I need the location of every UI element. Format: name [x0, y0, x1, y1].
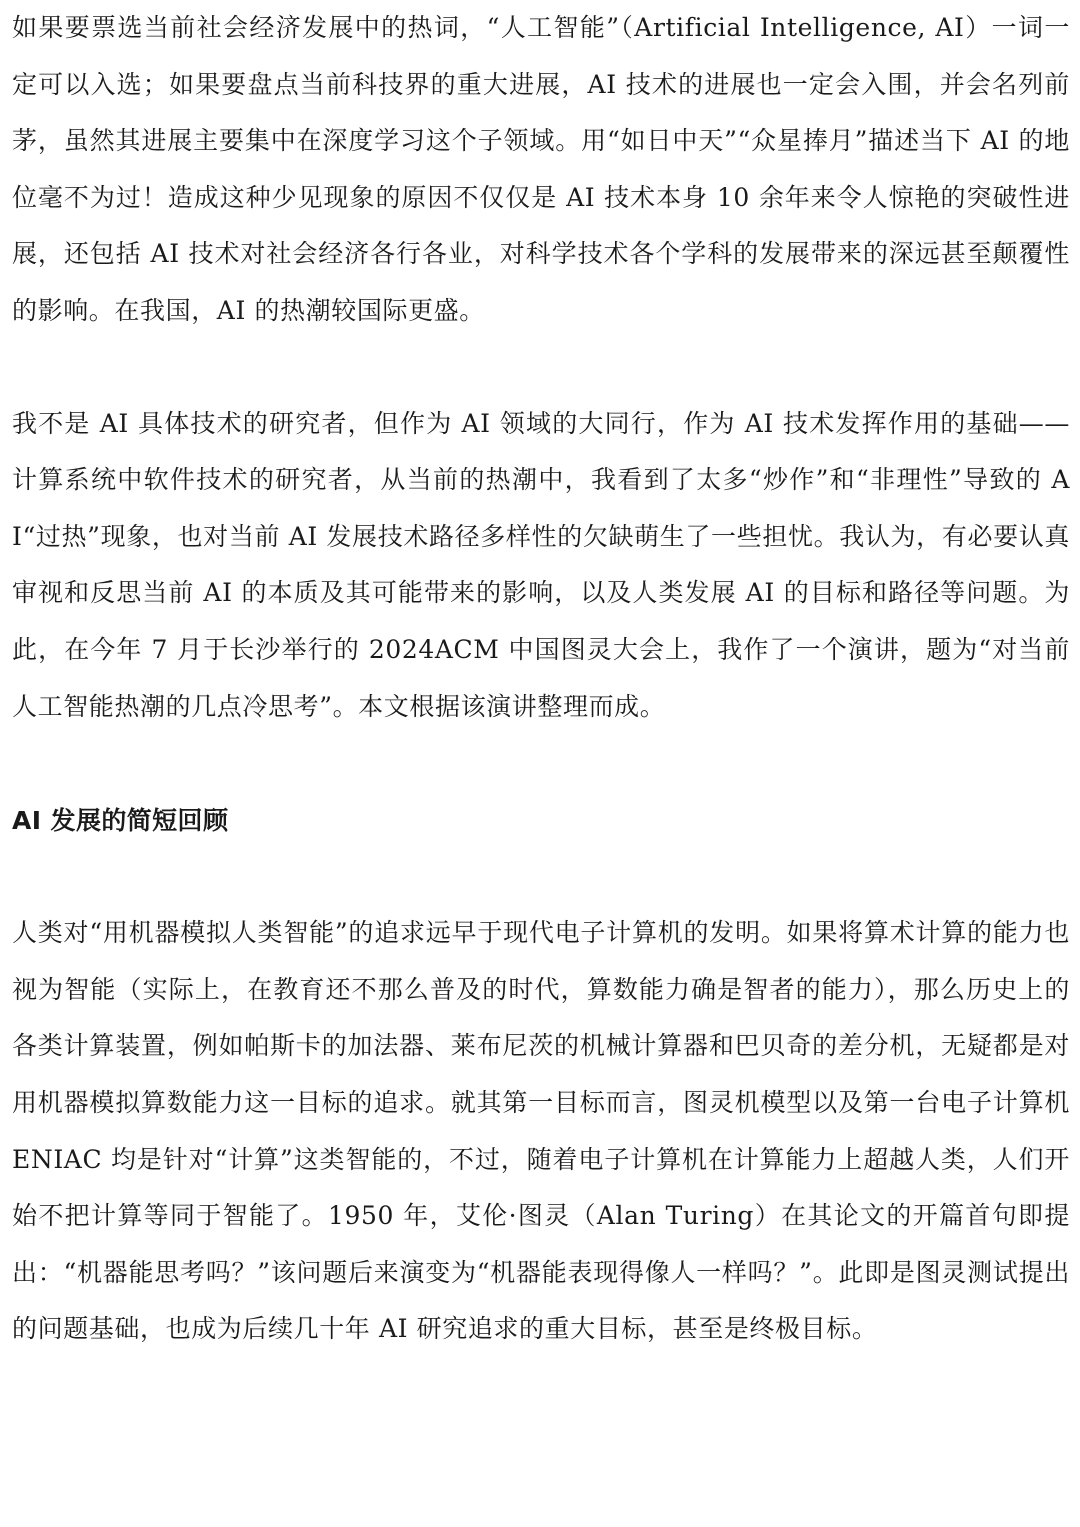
article-body: [12, 0, 1070, 1358]
paragraph-author-motivation: 我不是 AI 具体技术的研究者，但作为 AI 领域的大同行，作为 AI 技术发挥作用的基础——计算系统中软件技术的研究者，从当前的热潮中，我看到了太多“炒作”和“非理性”导致的 AI“过热”现象，也对当前 AI 发展技术路径多样性的欠缺萌生了一些担忧。我认为，有必要认真审视和反思当前 AI 的本质及其可能带来的影响，以及人类发展 AI 的目标和路径等问题。为此，在今年 7 月于长沙举行的 2024ACM 中国图灵大会上，我作了一个演讲，题为“对当前人工智能热潮的几点冷思考”。本文根据该演讲整理而成。: [12, 408, 1070, 721]
paragraph-intro: 如果要票选当前社会经济发展中的热词，“人工智能”（Artificial Intelligence, AI）一词一定可以入选；如果要盘点当前科技界的重大进展，AI 技术的进展也一定会入围，并会名列前茅，虽然其进展主要集中在深度学习这个子领域。用“如日中天”“众星捧月”描述当下 AI 的地位毫不为过！造成这种少见现象的原因不仅仅是 AI 技术本身 10 余年来令人惊艳的突破性进展，还包括 AI 技术对社会经济各行各业，对科学技术各个学科的发展带来的深远甚至颠覆性的影响。在我国，AI 的热潮较国际更盛。: [12, 13, 1070, 325]
paragraph-ai-history: 人类对“用机器模拟人类智能”的追求远早于现代电子计算机的发明。如果将算术计算的能力也视为智能（实际上，在教育还不那么普及的时代，算数能力确是智者的能力），那么历史上的各类计算装置，例如帕斯卡的加法器、莱布尼茨的机械计算器和巴贝奇的差分机，无疑都是对用机器模拟算数能力这一目标的追求。就其第一目标而言，图灵机模型以及第一台电子计算机 ENIAC 均是针对“计算”这类智能的，不过，随着电子计算机在计算能力上超越人类，人们开始不把计算等同于智能了。1950 年，艾伦·图灵（Alan Turing）在其论文的开篇首句即提出：“机器能思考吗？”该问题后来演变为“机器能表现得像人一样吗？”。此即是图灵测试提出的问题基础，也成为后续几十年 AI 研究追求的重大目标，甚至是终极目标。: [12, 918, 1070, 1344]
section-heading: AI 发展的简短回顾: [12, 806, 229, 836]
